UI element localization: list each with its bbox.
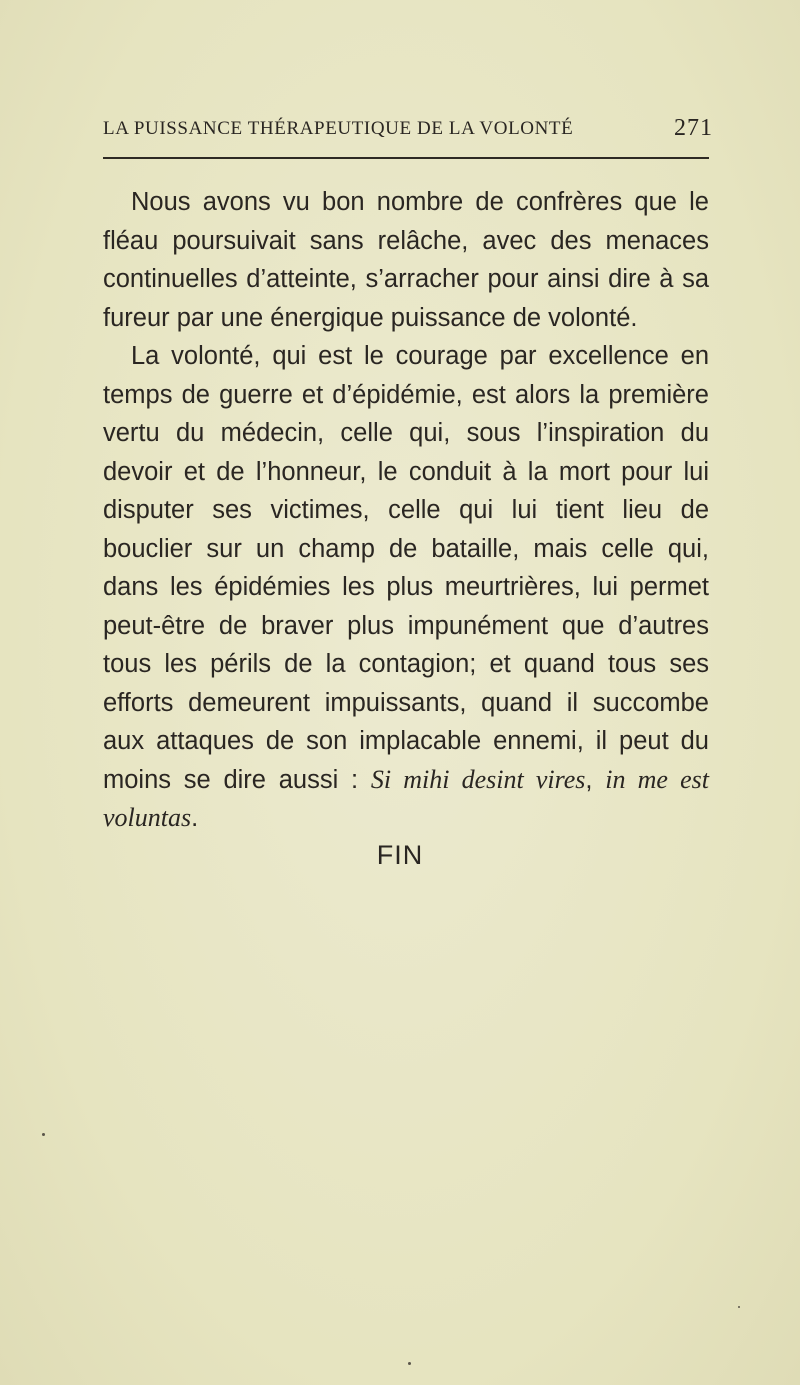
paragraph-1: Nous avons vu bon nombre de confrères que le fléau poursuivait sans relâche, avec des menaces continuelles d’atteinte, s’arracher pour ainsi dire à sa fureur par une énergique puissance de volonté.	[103, 188, 709, 332]
body-text	[103, 183, 709, 838]
paper-speck	[408, 1362, 411, 1365]
paragraph-2-text: La volonté, qui est le courage par excellence en temps de guerre et d’épidémie, est alors la première vertu du médecin, celle qui, sous l’inspiration du devoir et de l’honneur, le conduit à la mort pour lui disputer ses victimes, celle qui lui tient lieu de bouclier sur un champ de bataille, mais celle qui, dans les épidémies les plus meurtrières, lui permet peut-être de braver plus impunément que d’autres tous les périls de la contagion; et quand tous ses efforts demeurent impuissants, quand il succombe aux attaques de son implacable ennemi, il peut du moins se dire aussi :	[103, 342, 709, 794]
latin-quote-part-1: Si mihi desint vires	[370, 764, 586, 794]
page-number: 271	[674, 115, 713, 141]
paragraph-2-end: .	[191, 804, 199, 832]
running-head	[103, 115, 713, 145]
paragraph-2	[103, 337, 709, 838]
paper-speck	[738, 1306, 740, 1308]
running-title: LA PUISSANCE THÉRAPEUTIQUE DE LA VOLONTÉ	[103, 118, 574, 139]
closing-fin: FIN	[376, 840, 424, 870]
header-rule	[103, 157, 709, 159]
latin-quote-part-2: in me est voluntas	[103, 764, 710, 832]
paper-speck	[42, 1133, 45, 1136]
latin-separator: ,	[585, 765, 606, 794]
